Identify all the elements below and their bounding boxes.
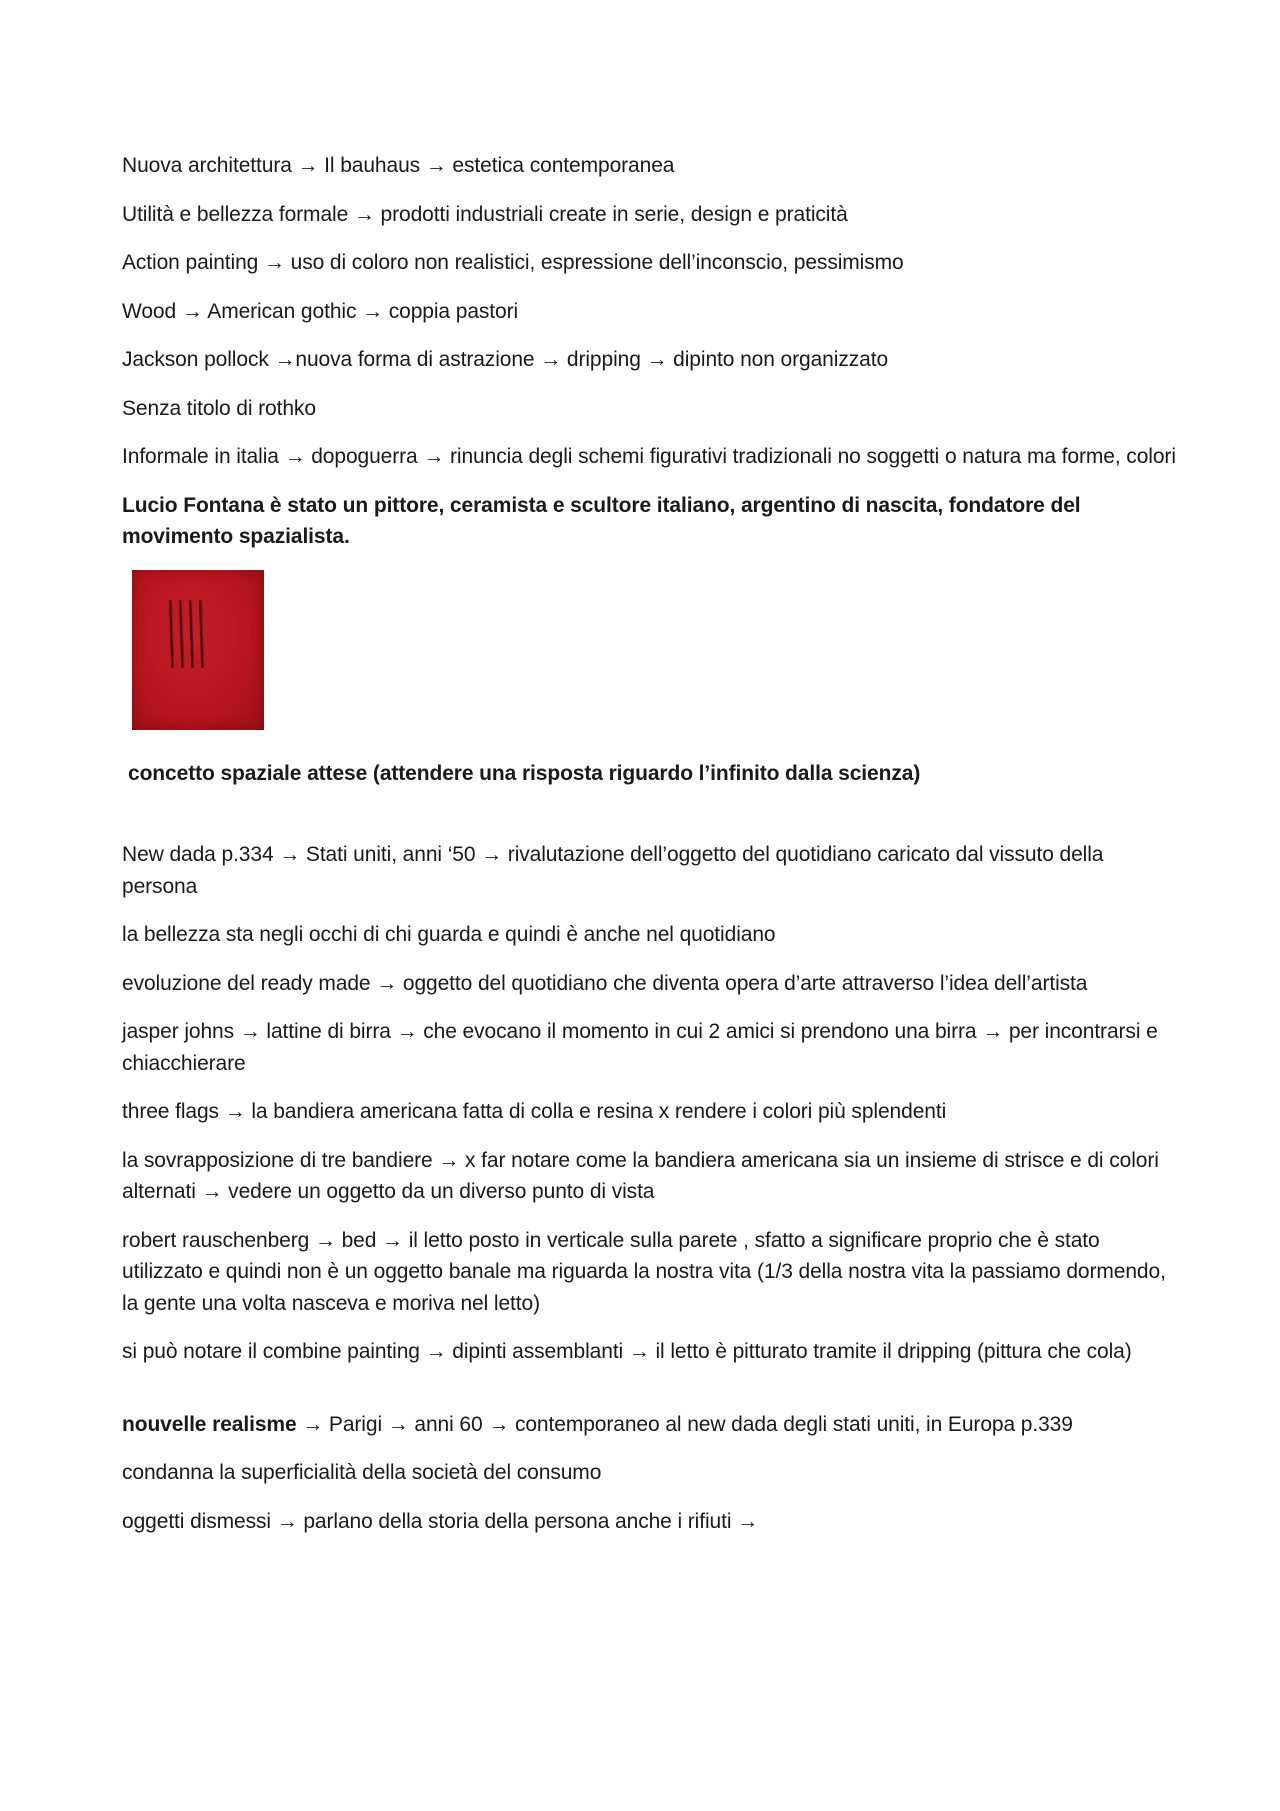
note-three-flags: three flags → la bandiera americana fatta di colla e resina x rendere i colori più splendenti — [122, 1100, 947, 1123]
note-lucio-fontana: Lucio Fontana è stato un pittore, ceramista e scultore italiano, argentino di nascita, fondatore del movimento spazialista. — [122, 493, 1081, 548]
note-jackson-pollock: Jackson pollock →nuova forma di astrazione → dripping → dipinto non organizzato — [122, 348, 889, 371]
red-canvas-painting — [132, 570, 264, 730]
note-nouvelle-realisme — [122, 1409, 1182, 1441]
canvas-cut-mark — [179, 599, 184, 667]
note-nuova-architettura: Nuova architettura → Il bauhaus → estetica contemporanea — [122, 154, 675, 177]
note-informale-italia: Informale in italia → dopoguerra → rinuncia degli schemi figurativi tradizionali no soggetti o natura ma forme, colori — [122, 445, 1176, 468]
spacer — [122, 1385, 1182, 1409]
document-body — [122, 150, 1182, 1554]
note-combine-painting: si può notare il combine painting → dipinti assemblanti → il letto è pitturato tramite il dripping (pittura che cola) — [122, 1340, 1132, 1363]
nouvelle-realisme-title: nouvelle realisme — [122, 1412, 297, 1436]
fontana-artwork-image — [132, 570, 264, 730]
note-rothko: Senza titolo di rothko — [122, 396, 316, 420]
note-utilita-bellezza: Utilità e bellezza formale → prodotti industriali create in serie, design e praticità — [122, 202, 848, 226]
note-ready-made: evoluzione del ready made → oggetto del quotidiano che diventa opera d’arte attraverso l’idea dell’artista — [122, 971, 1088, 995]
note-condanna-consumo: condanna la superficialità della società del consumo — [122, 1461, 602, 1484]
canvas-cut-mark — [169, 599, 174, 667]
note-oggetti-dismessi: oggetti dismessi → parlano della storia della persona anche i rifiuti → — [122, 1509, 759, 1533]
note-bellezza-quotidiano: la bellezza sta negli occhi di chi guarda e quindi è anche nel quotidiano — [122, 923, 776, 946]
note-action-painting: Action painting → uso di coloro non realistici, espressione dell’inconscio, pessimismo — [122, 251, 904, 274]
note-rauschenberg: robert rauschenberg → bed → il letto posto in verticale sulla parete , sfatto a significare proprio che è stato utilizzato e quindi non è un oggetto banale ma riguarda la nostra vita (1/3 della nostra vita la passiamo dormendo, la gente una volta nasceva e moriva nel letto) — [122, 1228, 1166, 1315]
canvas-cut-mark — [199, 599, 204, 667]
note-wood: Wood → American gothic → coppia pastori — [122, 299, 519, 323]
canvas-cut-mark — [189, 599, 194, 667]
nouvelle-realisme-text: → Parigi → anni 60 → contemporaneo al new dada degli stati uniti, in Europa p.339 — [296, 1412, 1073, 1436]
note-new-dada: New dada p.334 → Stati uniti, anni ‘50 → rivalutazione dell’oggetto del quotidiano caricato dal vissuto della persona — [122, 843, 1104, 898]
spacer — [122, 789, 1182, 839]
note-jasper-johns: jasper johns → lattine di birra → che evocano il momento in cui 2 amici si prendono una birra → per incontrarsi e chiacchierare — [122, 1020, 1158, 1075]
note-sovrapposizione-bandiere: la sovrapposizione di tre bandiere → x far notare come la bandiera americana sia un insieme di strisce e di colori alternati → vedere un oggetto da un diverso punto di vista — [122, 1148, 1159, 1203]
artwork-caption: concetto spaziale attese (attendere una risposta riguardo l’infinito dalla scienza) — [128, 761, 921, 785]
